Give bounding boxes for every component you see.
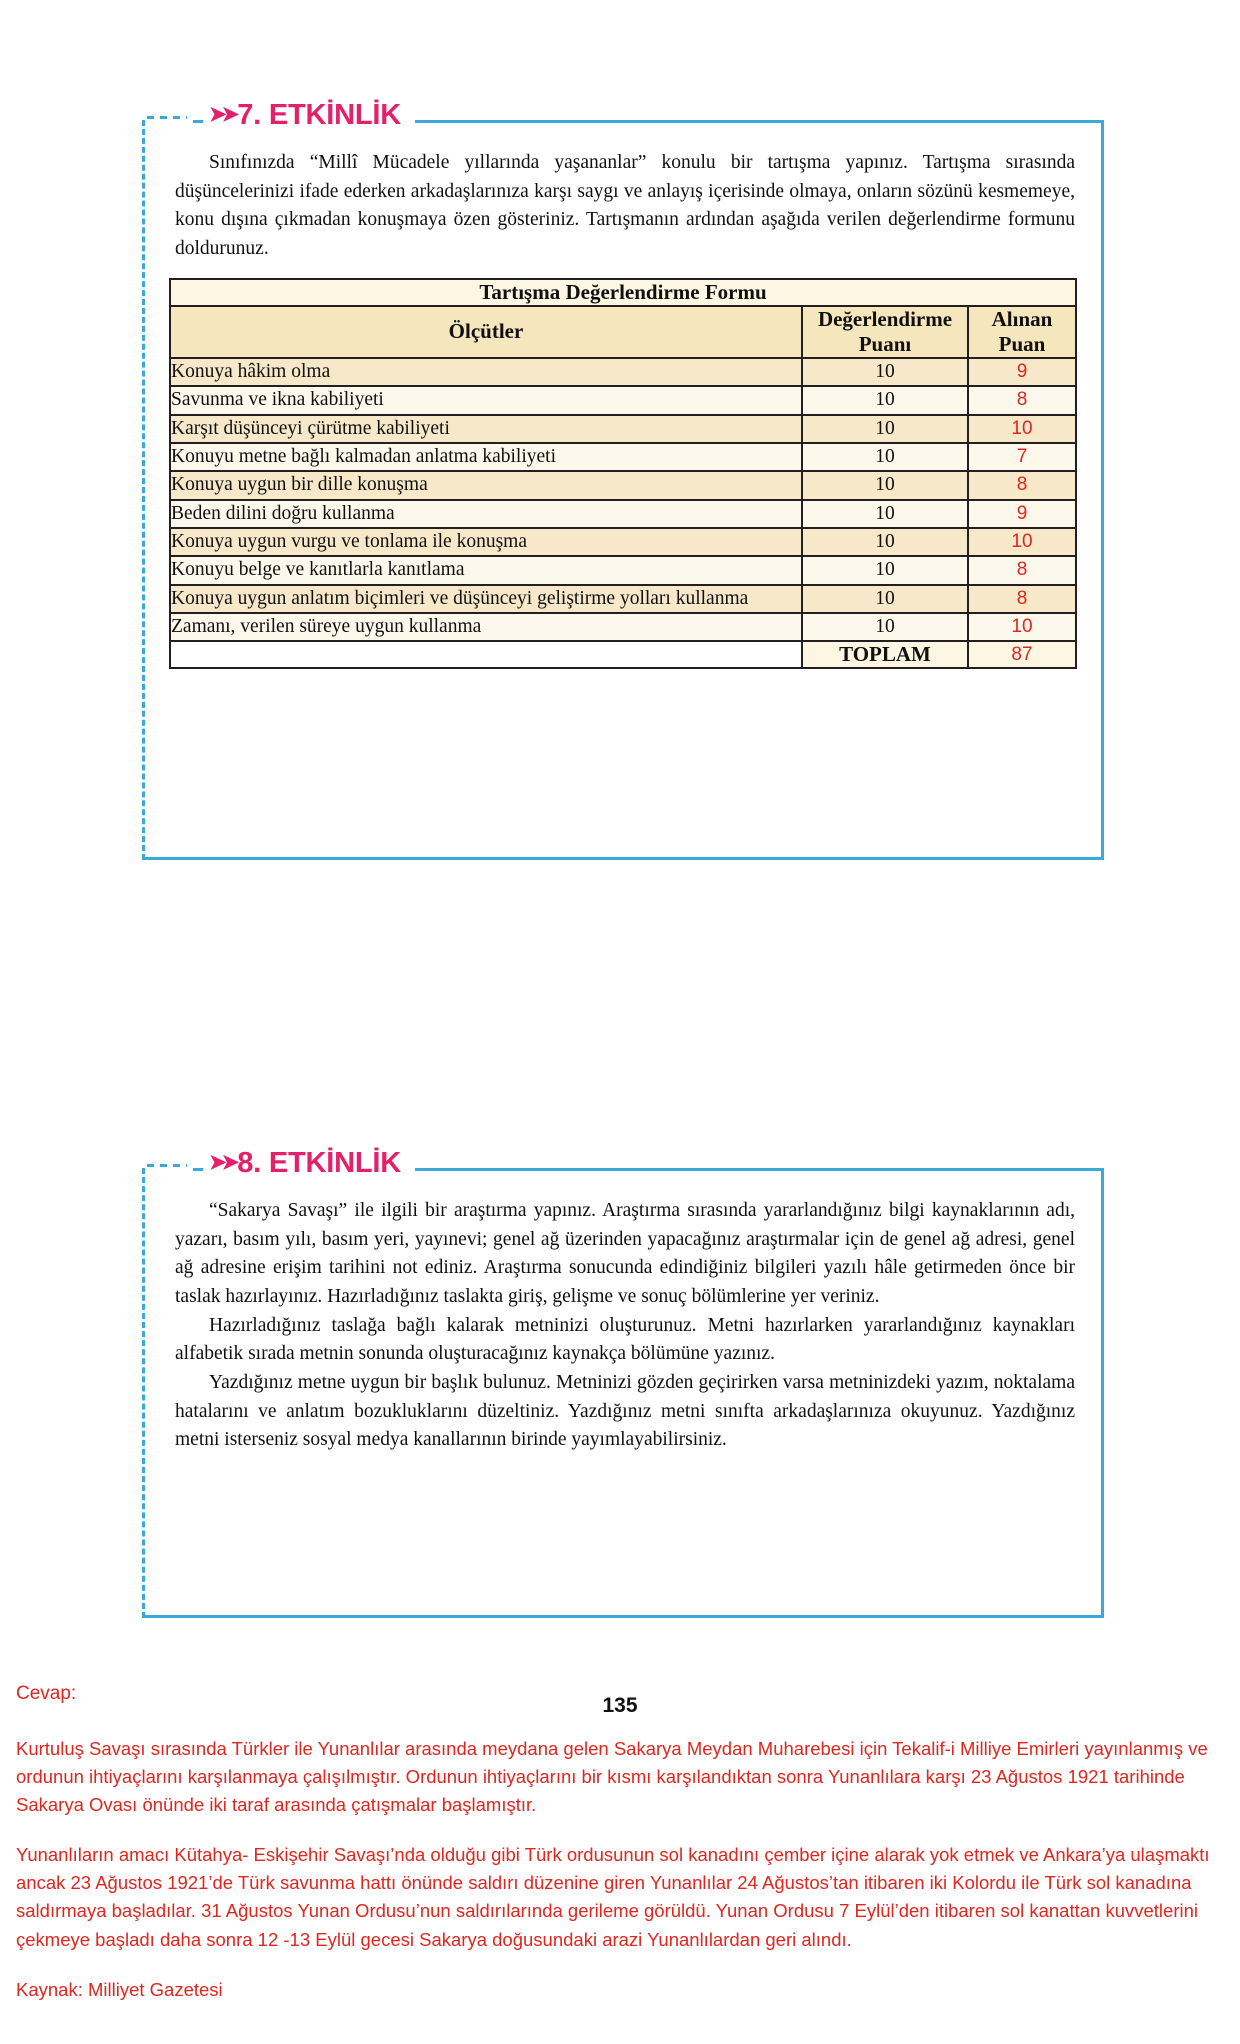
table-row xyxy=(170,613,1076,641)
table-row xyxy=(170,500,1076,528)
points-cell: 10 xyxy=(802,386,968,414)
answer-paragraph-1: Kurtuluş Savaşı sırasında Türkler ile Yunanlılar arasında meydana gelen Sakarya Meydan Muharebesi için Tekalif-i Milliye Emirleri yayınlanmış ve ordunun ihtiyaçlarını karşılanmaya çalışılmıştır. Ordunun ihtiyaçlarını bir kısmı karşılandıktan sonra Yunanlılara karşı 23 Ağustos 1921 tarihinde Sakarya Ovası önünde iki taraf arasında çatışmalar başlamıştır. xyxy=(16,1737,1208,1816)
received-cell[interactable]: 8 xyxy=(968,471,1076,499)
activity-7-title-text: 7. ETKİNLİK xyxy=(237,99,401,131)
points-cell: 10 xyxy=(802,415,968,443)
answer-section xyxy=(16,1680,1224,2004)
criteria-cell: Zamanı, verilen süreye uygun kullanma xyxy=(170,613,802,641)
points-cell: 10 xyxy=(802,500,968,528)
table-row xyxy=(170,471,1076,499)
total-value[interactable]: 87 xyxy=(968,641,1076,668)
criteria-cell: Beden dilini doğru kullanma xyxy=(170,500,802,528)
table-row xyxy=(170,585,1076,613)
received-cell[interactable]: 7 xyxy=(968,443,1076,471)
column-header-criteria: Ölçütler xyxy=(170,306,802,358)
spacer xyxy=(16,1819,1224,1841)
activity-8-paragraph-1: “Sakarya Savaşı” ile ilgili bir araştırma yapınız. Araştırma sırasında yararlandığınız bilgi kaynaklarının adı, yazarı, basım yılı, basım yeri, yayınevi; genel ağ üzerinden yapacağınız araştırmalar için de genel ağ adresi, genel ağ adresine erişim tarihini not ediniz. Araştırma sonucunda edindiğiniz bilgileri yazılı hâle getirmeden önce bir taslak hazırlayınız. Hazırladığınız taslakta giriş, gelişme ve sonuç bölümlerine yer veriniz. xyxy=(175,1200,1075,1307)
criteria-cell: Konuya uygun bir dille konuşma xyxy=(170,471,802,499)
corner-dash-decoration xyxy=(145,1157,193,1173)
double-chevron-right-icon: ➤➤ xyxy=(209,1151,235,1174)
table-header-row xyxy=(170,306,1076,358)
total-spacer xyxy=(170,641,802,668)
column-header-received-points: Alınan Puan xyxy=(968,306,1076,358)
answer-paragraph-2: Yunanlıların amacı Kütahya- Eskişehir Savaşı’nda olduğu gibi Türk ordusunun sol kanadını çember içine alarak yok etmek ve Ankara’ya ulaşmaktı ancak 23 Ağustos 1921’de Türk savunma hattı önünde saldırı düzenine giren Yunanlılar 24 Ağustos’tan itibaren iki Kolordu ile Türk sol kanadına saldırmaya başladılar. 31 Ağustos Yunan Ordusu’nun saldırılarında gerileme görüldü. Yunan Ordusu 7 Eylül’den itibaren sol kanattan kuvvetlerini çekmeye başladı daha sonra 12 -13 Eylül gecesi Sakarya doğusundaki arazi Yunanlılardan geri alındı. xyxy=(16,1844,1210,1950)
received-cell[interactable]: 10 xyxy=(968,528,1076,556)
table-row xyxy=(170,556,1076,584)
criteria-cell: Konuyu metne bağlı kalmadan anlatma kabiliyeti xyxy=(170,443,802,471)
criteria-cell: Konuyu belge ve kanıtlarla kanıtlama xyxy=(170,556,802,584)
table-row xyxy=(170,528,1076,556)
table-row xyxy=(170,386,1076,414)
received-cell[interactable]: 8 xyxy=(968,386,1076,414)
activity-7-title xyxy=(203,101,415,130)
received-cell[interactable]: 8 xyxy=(968,556,1076,584)
table-total-row xyxy=(170,641,1076,668)
points-cell: 10 xyxy=(802,613,968,641)
received-cell[interactable]: 10 xyxy=(968,613,1076,641)
criteria-cell: Konuya hâkim olma xyxy=(170,358,802,386)
received-cell[interactable]: 8 xyxy=(968,585,1076,613)
activity-8-paragraph-3: Yazdığınız metne uygun bir başlık bulunuz. Metninizi gözden geçirirken varsa metninizdeki yazım, noktalama hatalarını ve anlatım bozukluklarını düzeltiniz. Yazdığınız metni sınıfta arkadaşlarınıza okuyunuz. Yazdığınız metni isterseniz sosyal medya kanallarının birinde yayımlayabilirsiniz. xyxy=(175,1371,1075,1451)
table-row xyxy=(170,415,1076,443)
activity-7-box xyxy=(142,99,1104,860)
received-cell[interactable]: 9 xyxy=(968,500,1076,528)
table-row xyxy=(170,443,1076,471)
points-cell: 10 xyxy=(802,556,968,584)
points-cell: 10 xyxy=(802,585,968,613)
points-cell: 10 xyxy=(802,528,968,556)
activity-8-title-text: 8. ETKİNLİK xyxy=(237,1147,401,1179)
spacer xyxy=(16,1709,1224,1735)
activity-8-body xyxy=(145,1171,1101,1455)
double-chevron-right-icon: ➤➤ xyxy=(209,103,235,126)
received-cell[interactable]: 9 xyxy=(968,358,1076,386)
points-cell: 10 xyxy=(802,471,968,499)
activity-7-paragraph: Sınıfınızda “Millî Mücadele yıllarında yaşananlar” konulu bir tartışma yapınız. Tartışma sırasında düşüncelerinizi ifade ederken arkadaşlarınıza karşı saygı ve anlayış içerisinde olmaya, onların sözünü kesmemeye, konu dışına çıkmadan konuşmaya özen gösteriniz. Tartışmanın ardından aşağıda verilen değerlendirme formunu doldurunuz. xyxy=(175,152,1075,259)
table-title: Tartışma Değerlendirme Formu xyxy=(170,279,1076,306)
points-cell: 10 xyxy=(802,358,968,386)
table-title-row xyxy=(170,279,1076,306)
answer-source: Kaynak: Milliyet Gazetesi xyxy=(16,1978,223,2000)
criteria-cell: Karşıt düşünceyi çürütme kabiliyeti xyxy=(170,415,802,443)
table-row xyxy=(170,358,1076,386)
received-cell[interactable]: 10 xyxy=(968,415,1076,443)
corner-dash-decoration xyxy=(145,109,193,125)
evaluation-form-table xyxy=(169,278,1077,670)
criteria-cell: Savunma ve ikna kabiliyeti xyxy=(170,386,802,414)
column-header-eval-points: Değerlendirme Puanı xyxy=(802,306,968,358)
evaluation-form-wrap xyxy=(145,264,1101,670)
points-cell: 10 xyxy=(802,443,968,471)
page-number: 135 xyxy=(602,1694,638,1717)
total-label: TOPLAM xyxy=(802,641,968,668)
activity-8-title xyxy=(203,1149,415,1178)
criteria-cell: Konuya uygun anlatım biçimleri ve düşünceyi geliştirme yolları kullanma xyxy=(170,585,802,613)
spacer xyxy=(16,1954,1224,1976)
answer-label: Cevap: xyxy=(16,1683,77,1704)
activity-8-paragraph-2: Hazırladığınız taslağa bağlı kalarak metninizi oluşturunuz. Metni hazırlarken yararlandığınız kaynakları alfabetik sırada metnin sonunda oluşturacağınız kaynakça bölümüne yazınız. xyxy=(175,1314,1075,1365)
activity-8-box xyxy=(142,1147,1104,1618)
criteria-cell: Konuya uygun vurgu ve tonlama ile konuşma xyxy=(170,528,802,556)
activity-7-body xyxy=(145,123,1101,264)
